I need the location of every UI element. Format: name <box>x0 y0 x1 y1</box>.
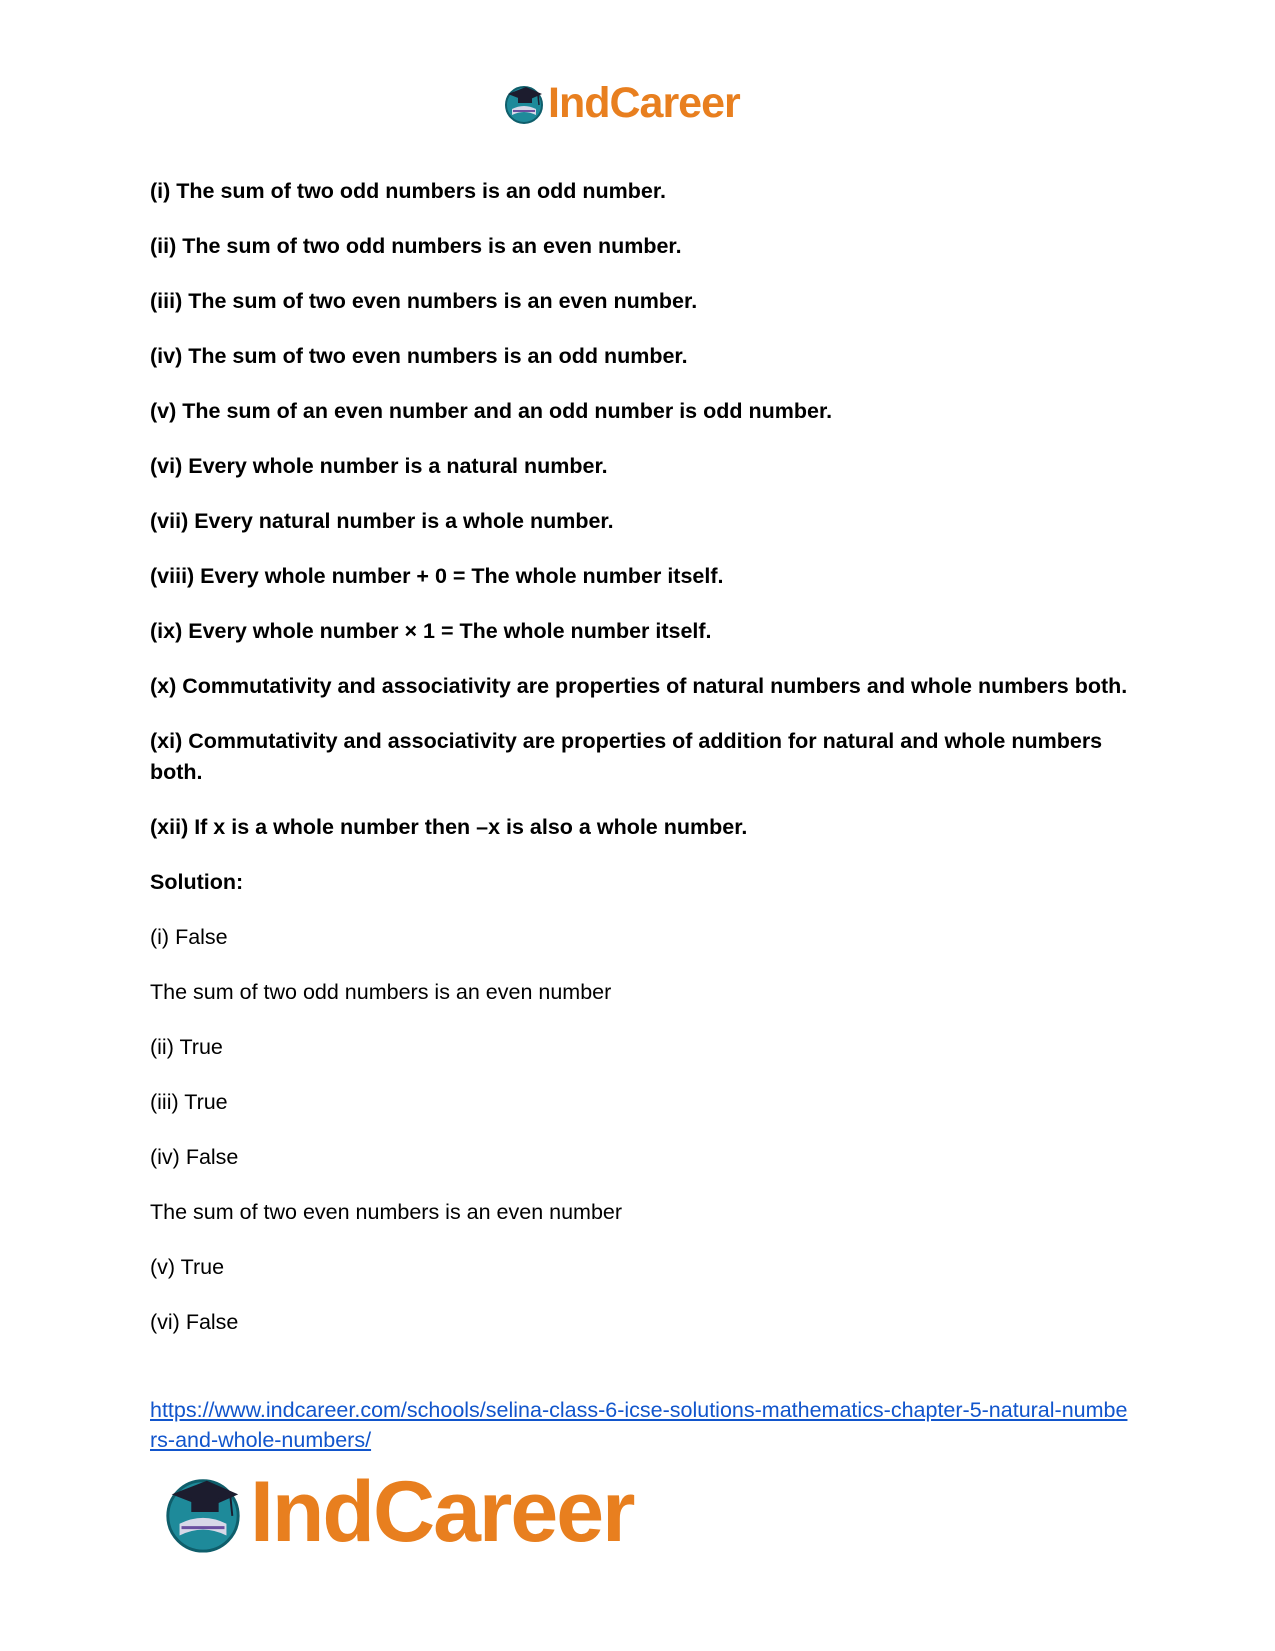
solution-line: The sum of two odd numbers is an even number <box>150 980 612 1004</box>
question-statement: (viii) Every whole number + 0 = The whole number itself. <box>150 564 724 588</box>
question-statement: (iv) The sum of two even numbers is an odd number. <box>150 344 688 368</box>
document-body <box>150 176 1130 1362</box>
solution-line: (iv) False <box>150 1145 239 1169</box>
question-statement: (ii) The sum of two odd numbers is an even number. <box>150 234 682 258</box>
question-statement: (xi) Commutativity and associativity are properties of addition for natural and whole numbers both. <box>150 729 1103 784</box>
solution-line: (iii) True <box>150 1090 228 1114</box>
question-statement: (iii) The sum of two even numbers is an even number. <box>150 289 698 313</box>
footer-logo <box>160 1463 634 1560</box>
question-statement: (xii) If x is a whole number then –x is also a whole number. <box>150 815 748 839</box>
question-statement: (i) The sum of two odd numbers is an odd number. <box>150 179 667 203</box>
question-statement: (vii) Every natural number is a whole number. <box>150 509 614 533</box>
globe-cap-icon <box>502 81 546 125</box>
solution-line: The sum of two even numbers is an even number <box>150 1200 623 1224</box>
globe-cap-icon <box>160 1469 246 1555</box>
question-statement: (x) Commutativity and associativity are properties of natural numbers and whole numbers both. <box>150 674 1128 698</box>
question-statement: (vi) Every whole number is a natural number. <box>150 454 608 478</box>
question-statement: (ix) Every whole number × 1 = The whole number itself. <box>150 619 712 643</box>
source-link[interactable]: https://www.indcareer.com/schools/selina-class-6-icse-solutions-mathematics-chapter-5-natural-numbers-and-whole-numbers/ <box>150 1398 1128 1452</box>
solution-line: (i) False <box>150 925 228 949</box>
brand-name: IndCareer <box>250 1463 634 1560</box>
question-statement: (v) The sum of an even number and an odd number is odd number. <box>150 399 833 423</box>
solution-line: (ii) True <box>150 1035 223 1059</box>
solution-line: (v) True <box>150 1255 225 1279</box>
header-logo <box>502 80 740 126</box>
solution-line: (vi) False <box>150 1310 239 1334</box>
solution-heading: Solution: <box>150 870 244 894</box>
brand-name: IndCareer <box>548 78 740 127</box>
